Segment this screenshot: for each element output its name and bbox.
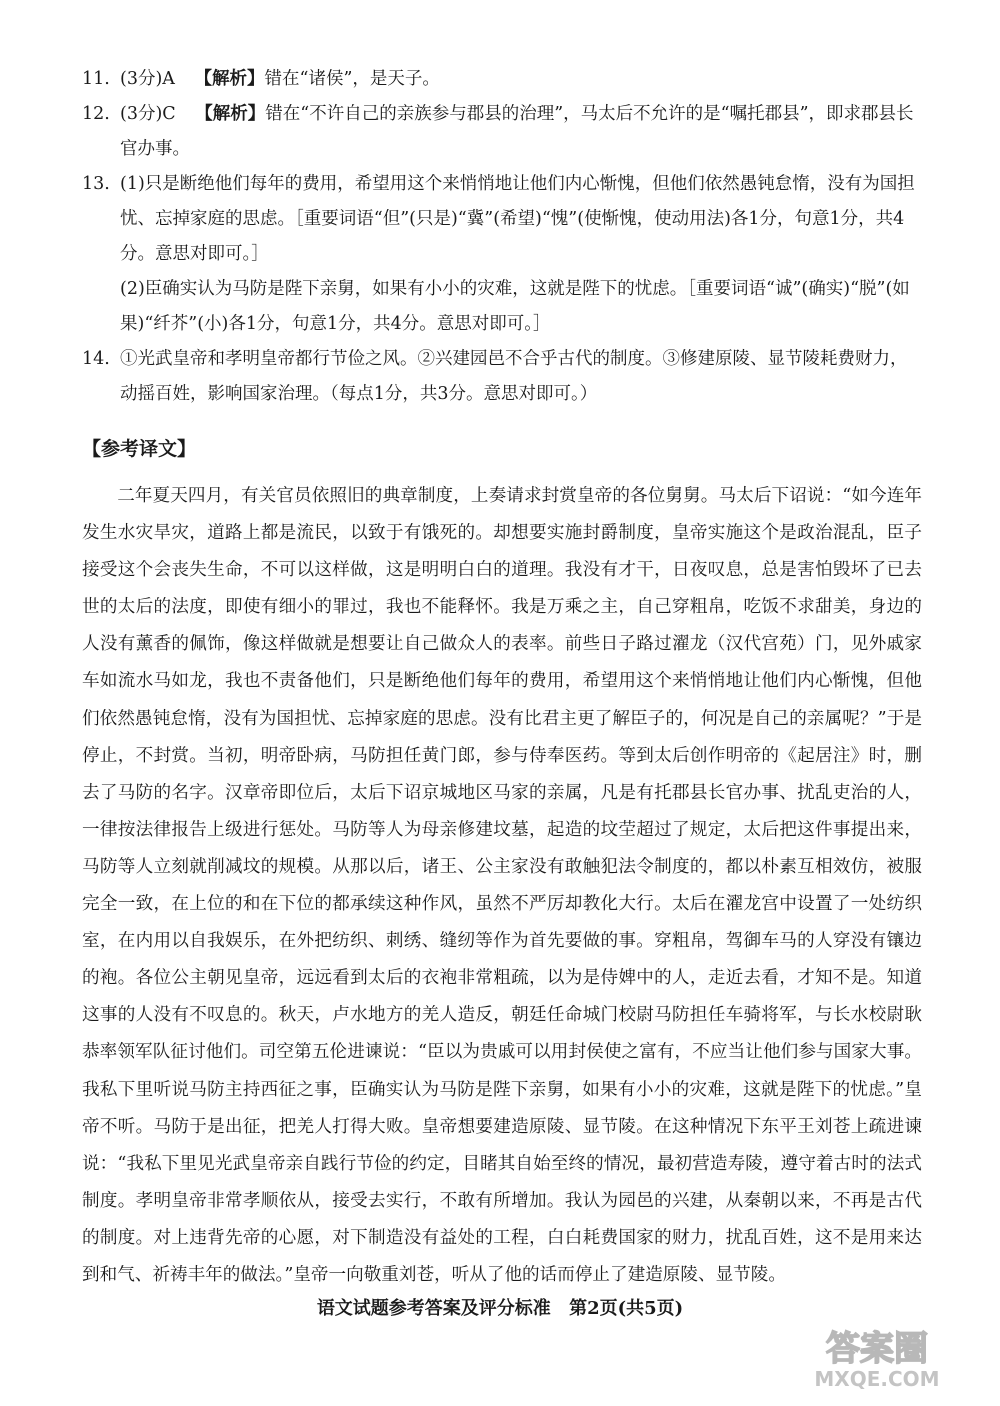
answer-text: (2)臣确实认为马防是陛下亲舅，如果有小小的灾难，这就是陛下的忧虑。［重要词语“诚”(确实)“脱”(如果)“纤芥”(小)各1分，句意1分，共4分。意思对即可。］ bbox=[120, 279, 910, 334]
answer-number: 12. bbox=[82, 104, 110, 124]
answer-score: (3分)A bbox=[120, 69, 175, 89]
answer-11 bbox=[82, 62, 922, 97]
answer-number: 14. bbox=[82, 349, 110, 369]
footer-title: 语文试题参考答案及评分标准 bbox=[316, 1298, 551, 1319]
answer-text: 错在“不许自己的亲族参与郡县的治理”，马太后不允许的是“嘱托郡县”，即求郡县长官办事。 bbox=[120, 104, 914, 159]
watermark-logo bbox=[782, 1322, 972, 1392]
watermark-url: MXQE.COM bbox=[814, 1367, 940, 1391]
section-title: 【参考译文】 bbox=[82, 438, 197, 460]
answer-number: 11. bbox=[82, 69, 110, 89]
answer-score: (3分)C bbox=[120, 104, 176, 124]
footer-page-number: 第2页(共5页) bbox=[569, 1298, 684, 1319]
answer-list bbox=[82, 62, 922, 412]
answer-13-1 bbox=[82, 167, 922, 272]
analysis-tag: 【解析】 bbox=[195, 104, 266, 124]
answer-13-2 bbox=[82, 272, 922, 342]
answer-14 bbox=[82, 342, 922, 412]
page-footer bbox=[0, 1294, 1000, 1320]
analysis-tag: 【解析】 bbox=[194, 69, 265, 89]
answer-text: ①光武皇帝和孝明皇帝都行节俭之风。②兴建园邑不合乎古代的制度。③修建原陵、显节陵耗费财力，动摇百姓，影响国家治理。（每点1分，共3分。意思对即可。） bbox=[120, 349, 908, 404]
answer-text: 错在“诸侯”，是天子。 bbox=[264, 69, 440, 89]
watermark-logo-text: 答案圈 bbox=[826, 1329, 928, 1369]
reference-translation: 二年夏天四月，有关官员依照旧的典章制度，上奏请求封赏皇帝的各位舅舅。马太后下诏说：“如今连年发生水灾旱灾，道路上都是流民，以致于有饿死的。却想要实施封爵制度，皇帝实施这个是政治混乱，臣子接受这个会丧失生命，不可以这样做，这是明明白白的道理。我没有才干，日夜叹息，总是害怕毁坏了已去世的太后的法度，即使有细小的罪过，我也不能释怀。我是万乘之主，自己穿粗帛，吃饭不求甜美，身边的人没有薰香的佩饰，像这样做就是想要让自己做众人的表率。前些日子路过濯龙（汉代宫苑）门，见外戚家车如流水马如龙，我也不责备他们，只是断绝他们每年的费用，希望用这个来悄悄地让他们内心惭愧，但他们依然愚钝怠惰，没有为国担忧、忘掉家庭的思虑。没有比君主更了解臣子的，何况是自己的亲属呢？”于是停止，不封赏。当初，明帝卧病，马防担任黄门郎，参与侍奉医药。等到太后创作明帝的《起居注》时，删去了马防的名字。汉章帝即位后，太后下诏京城地区马家的亲属，凡是有托郡县长官办事、扰乱吏治的人，一律按法律报告上级进行惩处。马防等人为母亲修建坟墓，起造的坟茔超过了规定，太后把这件事提出来，马防等人立刻就削减坟的规模。从那以后，诸王、公主家没有敢触犯法令制度的，都以朴素互相效仿，被服完全一致，在上位的和在下位的都承续这种作风，虽然不严厉却教化大行。太后在濯龙宫中设置了一处纺织室，在内用以自我娱乐，在外把纺织、刺绣、缝纫等作为首先要做的事。穿粗帛，驾御车马的人穿没有镶边的袍。各位公主朝见皇帝，远远看到太后的衣袍非常粗疏，以为是侍婢中的人，走近去看，才知不是。知道这事的人没有不叹息的。秋天，卢水地方的羌人造反，朝廷任命城门校尉马防担任车骑将军，与长水校尉耿恭率领军队征讨他们。司空第五伦进谏说：“臣以为贵戚可以用封侯使之富有，不应当让他们参与国家大事。我私下里听说马防主持西征之事，臣确实认为马防是陛下亲舅，如果有小小的灾难，这就是陛下的忧虑。”皇帝不听。马防于是出征，把羌人打得大败。皇帝想要建造原陵、显节陵。在这种情况下东平王刘苍上疏进谏说：“我私下里见光武皇帝亲自践行节俭的约定，目睹其自始至终的情况，最初营造寿陵，遵守着古时的法式制度。孝明皇帝非常孝顺依从，接受去实行，不敢有所增加。我认为园邑的兴建，从秦朝以来，不再是古代的制度。对上违背先帝的心愿，对下制造没有益处的工程，白白耗费国家的财力，扰乱百姓，这不是用来达到和气、祈祷丰年的做法。”皇帝一向敬重刘苍，听从了他的话而停止了建造原陵、显节陵。 bbox=[82, 486, 922, 1285]
answer-12 bbox=[82, 97, 922, 167]
answer-number: 13. bbox=[82, 174, 110, 194]
answer-text: (1)只是断绝他们每年的费用，希望用这个来悄悄地让他们内心惭愧，但他们依然愚钝怠惰，没有为国担忧、忘掉家庭的思虑。［重要词语“但”(只是)“冀”(希望)“愧”(使惭愧，使动用法)各1分，句意1分，共4分。意思对即可。］ bbox=[120, 174, 915, 264]
